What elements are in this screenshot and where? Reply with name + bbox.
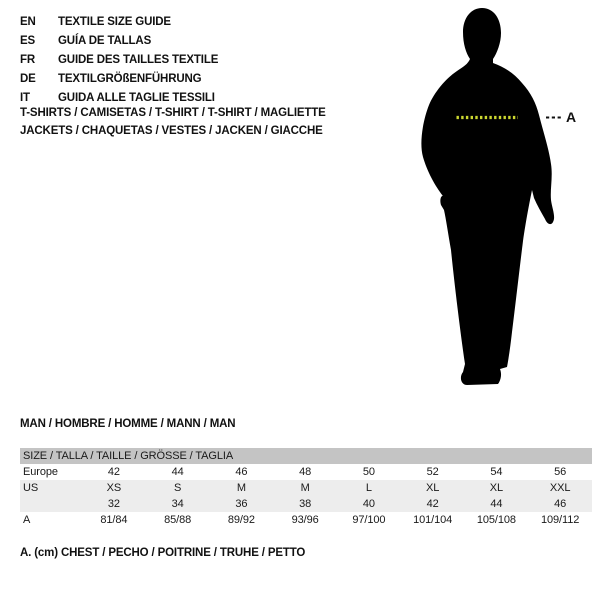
size-cell: XS: [82, 480, 146, 496]
row-label: Europe: [23, 466, 58, 478]
size-cell: 46: [235, 466, 248, 478]
section-title-man: MAN / HOMBRE / HOMME / MANN / MAN: [20, 418, 236, 430]
language-list: [20, 13, 218, 108]
size-cell: 101/104: [413, 514, 453, 526]
size-cell: XL: [465, 480, 529, 496]
size-table-header-row: [20, 448, 592, 464]
size-cell: M: [273, 480, 337, 496]
size-cell: 50: [362, 466, 375, 478]
measurement-footnote: A. (cm) CHEST / PECHO / POITRINE / TRUHE / PETTO: [20, 547, 306, 559]
size-cell: 36: [210, 496, 274, 512]
row-label: A: [23, 514, 31, 526]
size-cell: 93/96: [291, 514, 319, 526]
language-label: TEXTILGRÖßENFÜHRUNG: [58, 73, 202, 85]
size-cell: 32: [82, 496, 146, 512]
size-cell: 48: [299, 466, 312, 478]
language-code: DE: [20, 73, 36, 85]
language-row: [20, 13, 218, 32]
size-cell: 85/88: [164, 514, 192, 526]
man-silhouette: [421, 8, 554, 385]
size-table: [20, 448, 592, 528]
size-table-body: [20, 464, 592, 528]
category-line-tshirts: T-SHIRTS / CAMISETAS / T-SHIRT / T-SHIRT / MAGLIETTE: [20, 107, 326, 119]
language-row: [20, 70, 218, 89]
size-cell: S: [146, 480, 210, 496]
size-table-header: SIZE / TALLA / TAILLE / GRÖSSE / TAGLIA: [20, 448, 592, 464]
language-code: ES: [20, 35, 36, 47]
language-code: IT: [20, 92, 30, 104]
size-cell: M: [210, 480, 274, 496]
language-code: FR: [20, 54, 36, 66]
row-label: US: [20, 480, 82, 496]
size-cell: 42: [107, 466, 120, 478]
row-label: [20, 496, 82, 512]
man-silhouette-svg: [400, 0, 600, 400]
table-row: [20, 512, 592, 528]
size-cell: 52: [426, 466, 439, 478]
size-cell: 44: [171, 466, 184, 478]
size-cell: 54: [490, 466, 503, 478]
language-row: [20, 51, 218, 70]
size-cell: 34: [146, 496, 210, 512]
language-label: GUÍA DE TALLAS: [58, 35, 152, 47]
size-cell: XXL: [528, 480, 592, 496]
measure-label-a: A: [566, 109, 577, 125]
size-cell: 109/112: [541, 514, 580, 526]
size-cell: 81/84: [100, 514, 128, 526]
table-row: [20, 496, 592, 512]
size-cell: 42: [401, 496, 465, 512]
language-label: GUIDE DES TAILLES TEXTILE: [58, 54, 219, 66]
category-line-jackets: JACKETS / CHAQUETAS / VESTES / JACKEN / GIACCHE: [20, 125, 323, 137]
table-row: [20, 464, 592, 480]
man-silhouette-figure: [400, 0, 600, 400]
table-row: [20, 480, 592, 496]
size-cell: 89/92: [227, 514, 255, 526]
size-cell: 38: [273, 496, 337, 512]
language-code: EN: [20, 16, 36, 28]
size-cell: L: [337, 480, 401, 496]
language-label: TEXTILE SIZE GUIDE: [58, 16, 171, 28]
language-row: [20, 32, 218, 51]
size-cell: 97/100: [352, 514, 386, 526]
size-cell: 40: [337, 496, 401, 512]
size-cell: 44: [465, 496, 529, 512]
category-lines: [20, 104, 326, 140]
size-cell: 56: [554, 466, 567, 478]
size-cell: XL: [401, 480, 465, 496]
size-cell: 46: [528, 496, 592, 512]
size-cell: 105/108: [476, 514, 516, 526]
language-label: GUIDA ALLE TAGLIE TESSILI: [58, 92, 215, 104]
